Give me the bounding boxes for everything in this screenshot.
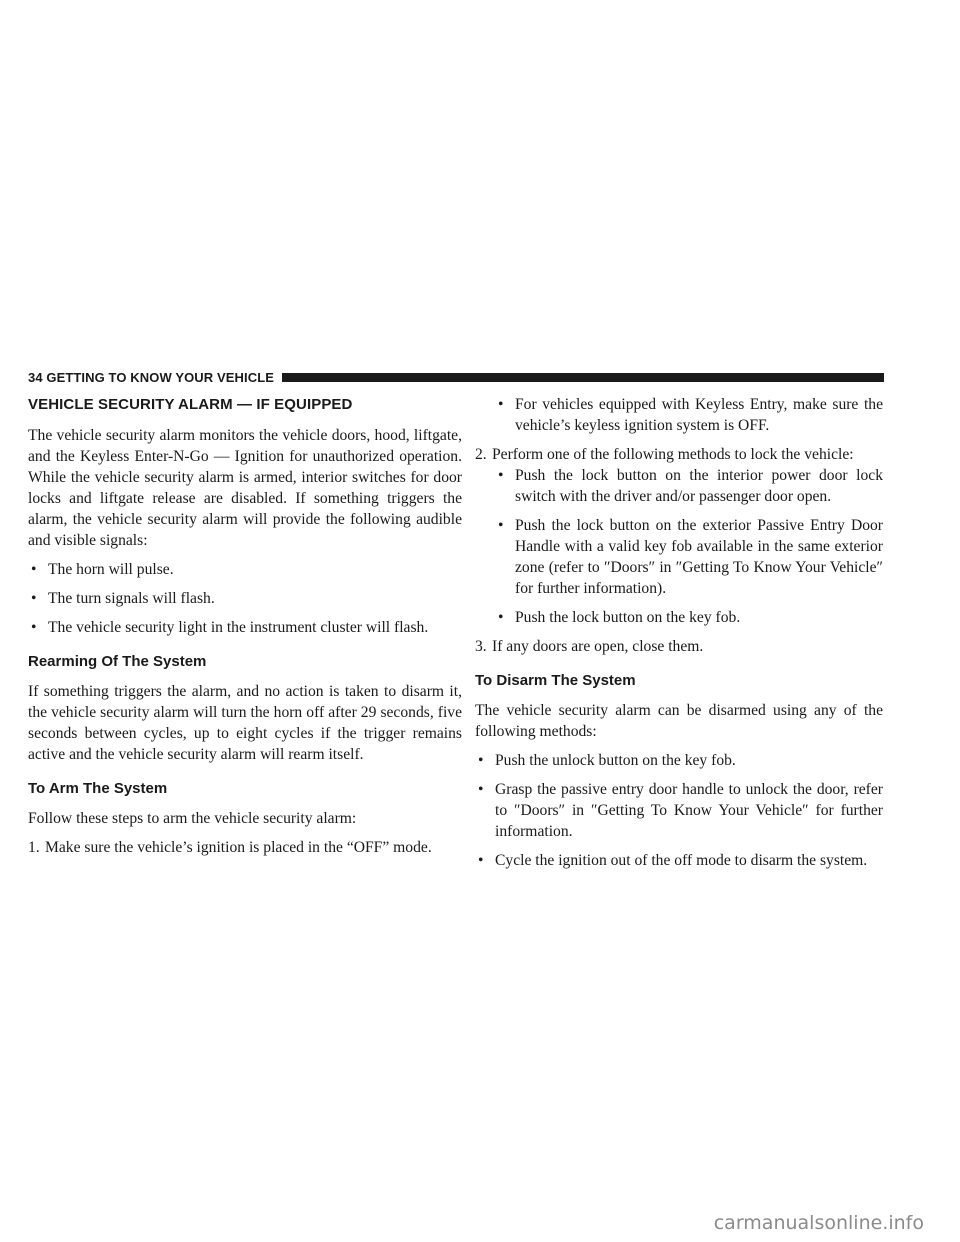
disarm-methods-list [475,750,883,871]
step-text: If any doors are open, close them. [492,638,704,655]
bullet-icon: • [498,396,504,413]
list-item: • Push the lock button on the exterior Passive Entry Door Handle with a valid key fob available in the same exterior zone (refer to ″Doors″ in ″Getting To Know Your Vehicle″ for further information). [498,517,883,597]
list-item: • Push the unlock button on the key fob. [478,752,736,769]
bullet-icon: • [478,852,484,869]
list-item: • Grasp the passive entry door handle to unlock the door, refer to ″Doors″ in ″Getting To Know Your Vehicle″ for further information. [478,781,883,840]
bullet-icon: • [498,467,504,484]
bullet-icon: • [478,781,484,798]
step-item [28,837,462,858]
list-item: • Cycle the ignition out of the off mode to disarm the system. [478,852,868,869]
list-item: • Push the lock button on the interior power door lock switch with the driver and/or passenger door open. [498,467,883,505]
left-column [28,394,462,866]
step-number: 2. [475,446,487,463]
bullet-icon: • [31,561,37,578]
right-column [475,394,883,879]
intro-paragraph: The vehicle security alarm monitors the vehicle doors, hood, liftgate, and the Keyless Enter-N-Go — Ignition for unauthorized operation. While the vehicle security alarm is armed, interior switches for door locks and liftgate release are disabled. If something triggers the alarm, the vehicle security alarm will provide the following audible and visible signals: [28,427,462,549]
disarm-intro: The vehicle security alarm can be disarmed using any of the following methods: [475,702,883,740]
list-item: • The turn signals will flash. [31,590,215,607]
arm-steps-part2 [475,444,883,657]
step-item [475,444,883,628]
step-text: Make sure the vehicle’s ignition is placed in the “OFF” mode. [45,839,432,856]
page-header-title: 34 GETTING TO KNOW YOUR VEHICLE [28,369,275,385]
bullet-icon: • [31,619,37,636]
bullet-icon: • [498,517,504,534]
list-item: • The vehicle security light in the instrument cluster will flash. [31,619,429,636]
section-title: VEHICLE SECURITY ALARM — IF EQUIPPED [28,396,353,413]
arm-steps-part1 [28,837,462,858]
rearming-heading: Rearming Of The System [28,653,207,670]
running-header [28,369,884,385]
list-item: • The horn will pulse. [31,561,174,578]
step-number: 3. [475,638,487,655]
bullet-icon: • [478,752,484,769]
step-number: 1. [28,839,40,856]
disarm-heading: To Disarm The System [475,672,636,689]
lock-methods-list [495,465,883,628]
bullet-icon: • [31,590,37,607]
list-item: • For vehicles equipped with Keyless Entry, make sure the vehicle’s keyless ignition system is OFF. [498,396,883,434]
bullet-icon: • [498,609,504,626]
step-text: Perform one of the following methods to lock the vehicle: [492,446,854,463]
arm-intro: Follow these steps to arm the vehicle security alarm: [28,810,357,827]
list-item: • Push the lock button on the key fob. [498,609,741,626]
header-rule [282,373,884,382]
rearming-paragraph: If something triggers the alarm, and no action is taken to disarm it, the vehicle security alarm will turn the horn off after 29 seconds, five seconds between cycles, up to eight cycles if the trigger remains active and the vehicle security alarm will rearm itself. [28,683,462,763]
step1-continued-list [495,394,883,436]
step-item [475,636,883,657]
signals-list [28,559,462,638]
arm-heading: To Arm The System [28,780,168,797]
watermark-text: carmanualsonline.info [713,1212,924,1234]
